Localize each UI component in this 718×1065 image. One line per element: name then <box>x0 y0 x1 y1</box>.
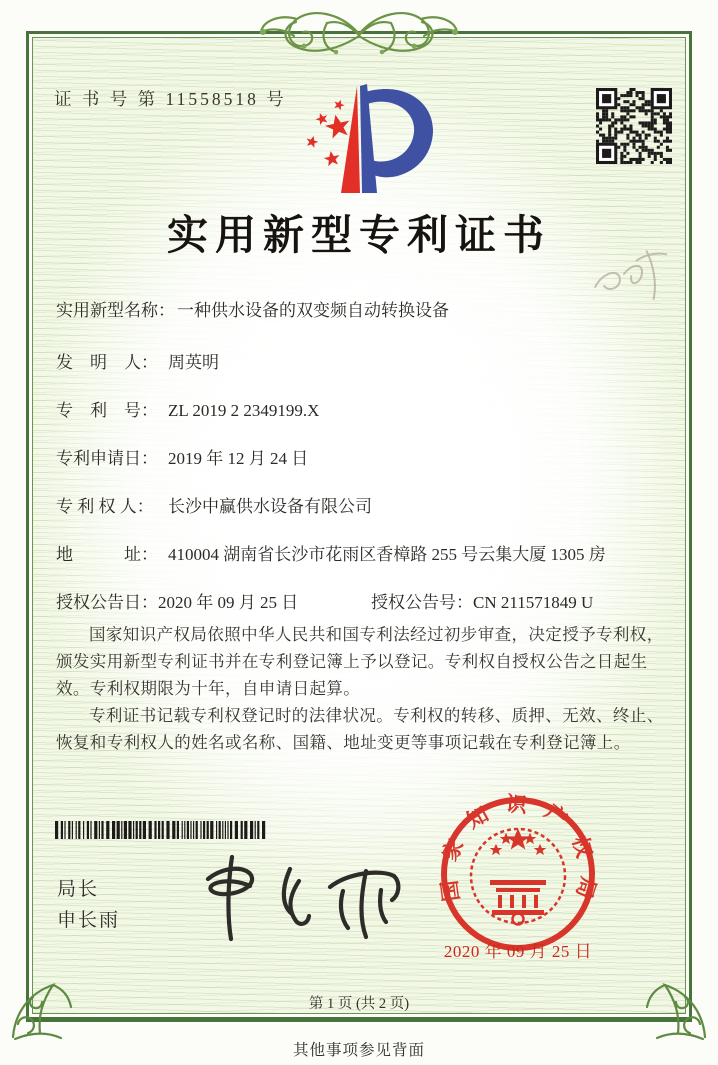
page-number: 第 1 页 (共 2 页) <box>308 996 410 1012</box>
certificate-title: 实用新型专利证书 <box>167 212 551 258</box>
grant-no-value: CN 211571849 U <box>473 593 594 612</box>
field-row-patent-number <box>56 396 319 421</box>
seal-date: 2020 年 09 月 25 日 <box>443 942 593 961</box>
field-value: 一种供水设备的双变频自动转换设备 <box>177 301 449 320</box>
field-label: 地 址： <box>56 545 158 564</box>
field-label: 专利申请日： <box>56 449 158 468</box>
svg-text:国家知识产权局 <box>435 792 601 917</box>
certificate-number: 证 书 号 第 11558518 号 <box>54 89 287 109</box>
field-value: 周英明 <box>168 353 219 372</box>
seal-text: 国家知识产权局 <box>435 791 601 917</box>
field-label: 实用新型名称： <box>56 301 175 320</box>
director-signature-icon <box>170 843 410 948</box>
legal-paragraph-1: 国家知识产权局依照中华人民共和国专利法经过初步审查，决定授予专利权，颁发实用新型专利证书并在专利登记簿上予以登记。专利权自授权公告之日起生效。专利权期限为十年，自申请日起算。 <box>56 625 664 698</box>
cnipa-patent-logo-icon <box>287 80 437 198</box>
grant-date-label: 授权公告日： <box>56 593 158 612</box>
field-value: 2019 年 12 月 24 日 <box>168 449 309 468</box>
field-value: ZL 2019 2 2349199.X <box>168 401 320 420</box>
field-label: 发 明 人： <box>56 353 158 372</box>
field-row-address <box>56 540 606 565</box>
grant-date-value: 2020 年 09 月 25 日 <box>158 593 299 612</box>
legal-text-block <box>56 621 664 756</box>
barcode-icon <box>55 821 267 839</box>
field-value: 长沙中赢供水设备有限公司 <box>168 497 372 516</box>
legal-paragraph-2: 专利证书记载专利权登记时的法律状况。专利权的转移、质押、无效、终止、恢复和专利权人的姓名或名称、国籍、地址变更等事项记载在专利登记簿上。 <box>56 706 664 752</box>
field-row-grant <box>56 588 594 613</box>
field-row-patentee <box>56 492 372 517</box>
field-row-utility-model-name <box>56 296 449 321</box>
issuer-name: 申长雨 <box>57 910 121 931</box>
field-value: 410004 湖南省长沙市花雨区香樟路 255 号云集大厦 1305 房 <box>168 545 606 564</box>
field-row-inventor <box>56 348 219 373</box>
field-row-filing-date <box>56 444 308 469</box>
issuer-title: 局长 <box>57 879 100 900</box>
grant-no-label: 授权公告号： <box>371 593 473 612</box>
field-label: 专 利 号： <box>56 401 158 420</box>
qr-code-icon <box>596 88 672 164</box>
field-label: 专 利 权 人： <box>56 497 154 516</box>
back-side-note: 其他事项参见背面 <box>292 1042 425 1059</box>
